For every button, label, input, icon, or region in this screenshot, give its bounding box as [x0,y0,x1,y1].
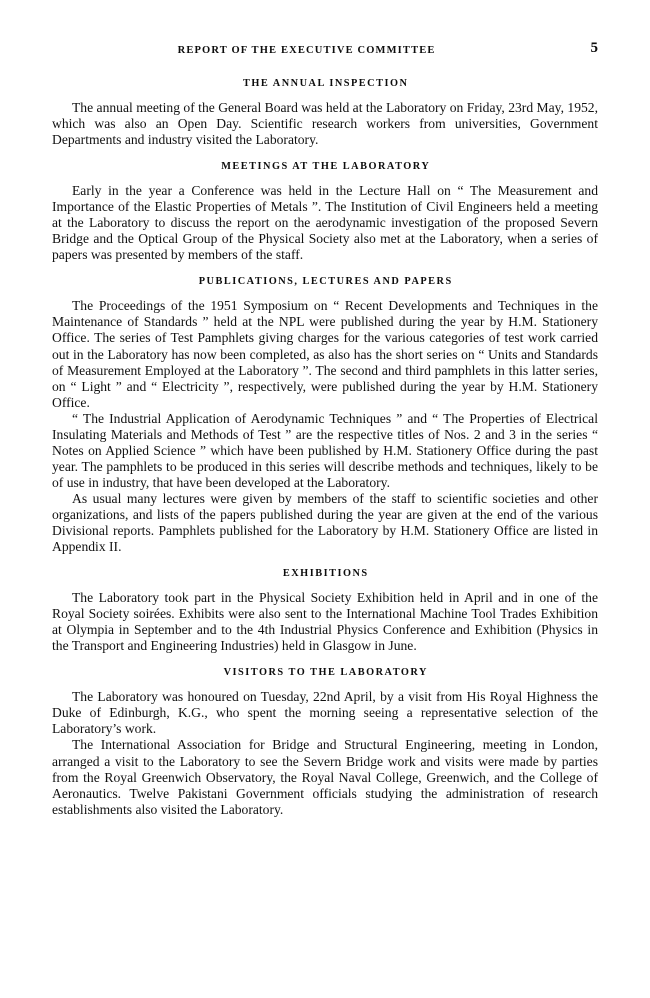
paragraph: The Laboratory was honoured on Tuesday, 22nd April, by a visit from His Royal Highness the Duke of Edinburgh, K.G., who spent the morning seeing a representative selection of the Laboratory’s work. [52,689,598,737]
section-heading-exhibitions: EXHIBITIONS [282,568,369,580]
paragraph: As usual many lectures were given by members of the staff to scientific societies and other organizations, and lists of the papers published during the year are given at the end of the various Divisional reports. Pamphlets published for the Laboratory by H.M. Stationery Office are listed in Appendix II. [52,490,598,555]
paragraph: “ The Industrial Application of Aerodynamic Techniques ” and “ The Properties of Electrical Insulating Materials and Methods of Test ” are the respective titles of Nos. 2 and 3 in the series “ Notes on Applied Science ” which have been published by H.M. Stationery Office during the past year. The pamphlets to be produced in this series will describe methods and techniques, likely to be of use in industry, that have been developed at the Laboratory. [52,410,598,490]
running-head [52,40,598,62]
paragraph: The International Association for Bridge and Structural Engineering, meeting in London, arranged a visit to the Laboratory to see the Severn Bridge work and visits were made by parties from the Royal Greenwich Observatory, the Royal Naval College, Greenwich, and the College of Aeronautics. Twelve Pakistani Government officials studying the administration of research establishments also visited the Laboratory. [52,737,598,817]
section-heading-publications: PUBLICATIONS, LECTURES AND PAPERS [198,276,453,288]
page-number: 5 [590,40,598,56]
section-heading-annual-inspection: THE ANNUAL INSPECTION [243,78,409,89]
section-heading-meetings: MEETINGS AT THE LABORATORY [221,161,431,173]
text-column [52,76,598,818]
paragraph: Early in the year a Conference was held in the Lecture Hall on “ The Measurement and Importance of the Elastic Properties of Metals ”. The Institution of Civil Engineers held a meeting at the Laboratory to discuss the report on the aerodynamic investigation of the proposed Severn Bridge and the Optical Group of the Physical Society also met at the Laboratory, when a series of papers was presented by members of the staff. [52,183,598,263]
paragraph: The annual meeting of the General Board was held at the Laboratory on Friday, 23rd May, 1952, which was also an Open Day. Scientific research workers from universities, Government Departments and industry visited the Laboratory. [52,100,598,148]
running-head-title: REPORT OF THE EXECUTIVE COMMITTEE [177,45,436,56]
section-heading-visitors: VISITORS TO THE LABORATORY [223,667,428,679]
paragraph: The Laboratory took part in the Physical Society Exhibition held in April and in one of the Royal Society soirées. Exhibits were also sent to the International Machine Tool Trades Exhibition at Olympia in September and to the 4th Industrial Physics Conference and Exhibition (Physics in the Transport and Engineering Industries) held in Glasgow in June. [52,590,598,654]
paragraph: The Proceedings of the 1951 Symposium on “ Recent Developments and Techniques in the Maintenance of Standards ” held at the NPL were published during the year by H.M. Stationery Office. The series of Test Pamphlets giving charges for the various categories of test work carried out in the Laboratory has now been completed, as also has the short series on “ Units and Standards of Measurement Employed at the Laboratory ”. The second and third pamphlets in this latter series, on “ Light ” and “ Electricity ”, respectively, were published during the year by H.M. Stationery Office. [52,298,598,410]
